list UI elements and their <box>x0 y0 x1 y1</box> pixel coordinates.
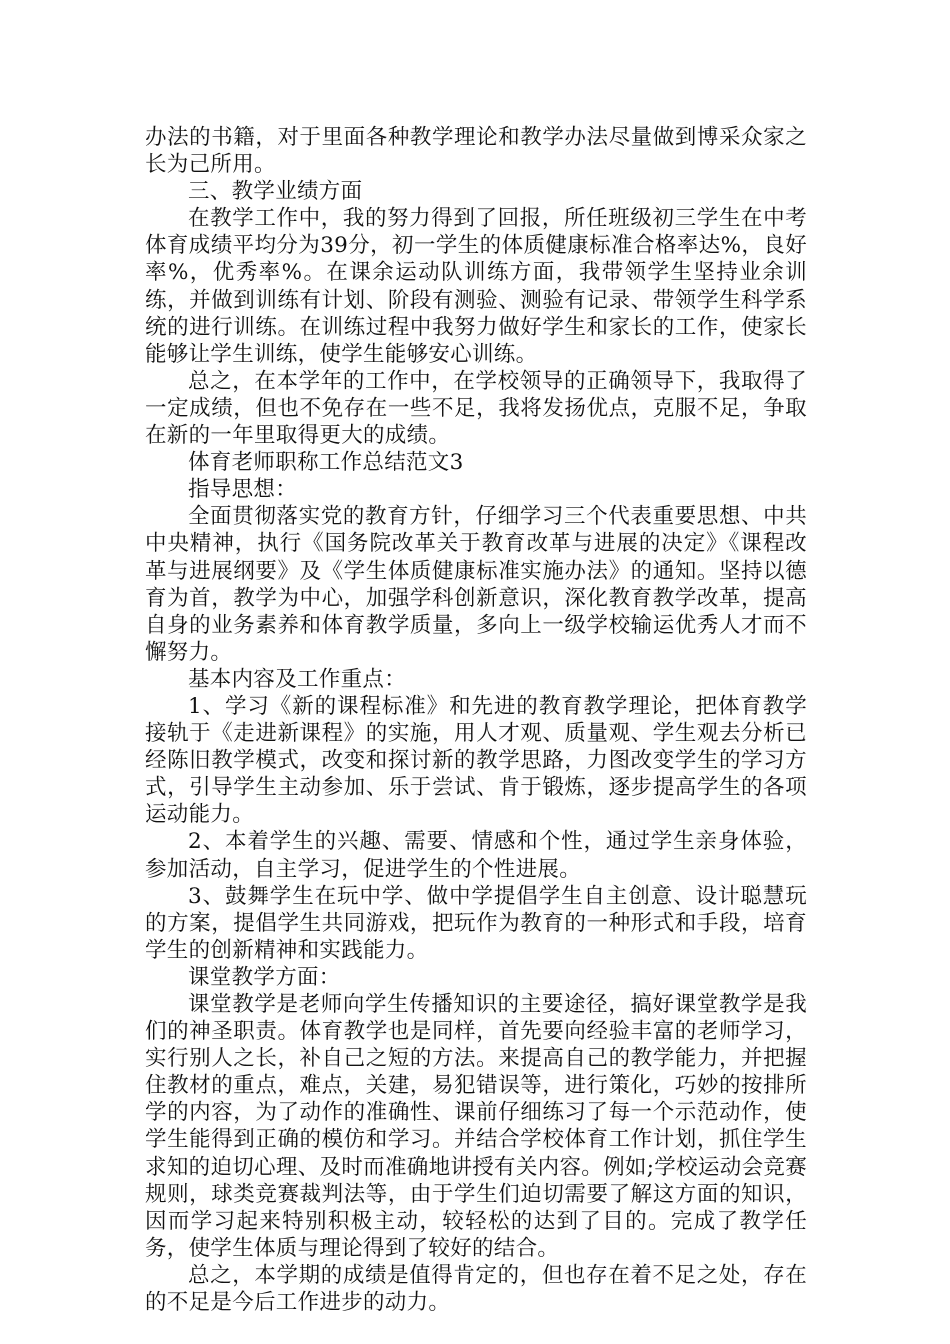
section-heading-teaching-results: 三、教学业绩方面 <box>188 179 363 205</box>
article-title-sample-3: 体育老师职称工作总结范文3 <box>188 450 464 476</box>
paragraph-classroom-teaching: 课堂教学是老师向学生传播知识的主要途径，搞好课堂教学是我们的神圣职责。体育教学也是同样，首先要向经验丰富的老师学习，实行别人之长，补自己之短的方法。来提高自己的教学能力，并把握住教材的重点，难点，关建，易犯错误等，进行策化，巧妙的按排所学的内容，为了动作的准确性、课前仔细练习了每一个示范动作，使学生能得到正确的模仿和学习。并结合学校体育工作计划，抓住学生求知的迫切心理、及时而准确地讲授有关内容。例如;学校运动会竞赛规则，球类竞赛裁判法等，由于学生们迫切需要了解这方面的知识，因而学习起来特别积极主动，较轻松的达到了目的。完成了教学任务，使学生体质与理论得到了较好的结合。 <box>145 992 807 1261</box>
paragraph-guiding-ideology: 全面贯彻落实党的教育方针，仔细学习三个代表重要思想、中共中央精神，执行《国务院改革关于教育改革与进展的决定》《课程改革与进展纲要》及《学生体质健康标准实施办法》的通知。坚持以德育为首，教学为中心，加强学科创新意识，深化教育教学改革，提高自身的业务素养和体育教学质量，多向上一级学校输运优秀人才而不懈努力。 <box>145 504 807 665</box>
paragraph-summary-year: 总之，在本学年的工作中，在学校领导的正确领导下，我取得了一定成绩，但也不免存在一些不足，我将发扬优点，克服不足，争取在新的一年里取得更大的成绩。 <box>145 368 807 449</box>
section-heading-basic-content: 基本内容及工作重点： <box>188 666 407 692</box>
paragraph-summary-semester: 总之，本学期的成绩是值得肯定的，但也存在着不足之处，存在的不足是今后工作进步的动力。 <box>145 1262 807 1316</box>
paragraph-teaching-results: 在教学工作中，我的努力得到了回报，所任班级初三学生在中考体育成绩平均分为39分，初一学生的体质健康标准合格率达%，良好率%，优秀率%。在课余运动队训练方面，我带领学生坚持业余训练，并做到训练有计划、阶段有测验、测验有记录、带领学生科学系统的进行训练。在训练过程中我努力做好学生和家长的工作，使家长能够让学生训练，使学生能够安心训练。 <box>145 206 807 367</box>
list-item-2: 2、本着学生的兴趣、需要、情感和个性，通过学生亲身体验，参加活动，自主学习，促进学生的个性进展。 <box>145 829 807 882</box>
section-heading-classroom-teaching: 课堂教学方面： <box>188 964 341 990</box>
document-body <box>145 124 807 1316</box>
paragraph-continuation: 办法的书籍，对于里面各种教学理论和教学办法尽量做到博采众家之长为己所用。 <box>145 125 807 178</box>
section-heading-guiding-ideology: 指导思想： <box>188 477 298 503</box>
list-item-3: 3、鼓舞学生在玩中学、做中学提倡学生自主创意、设计聪慧玩的方案，提倡学生共同游戏，把玩作为教育的一种形式和手段，培育学生的创新精神和实践能力。 <box>145 883 807 963</box>
list-item-1: 1、学习《新的课程标准》和先进的教育教学理论，把体育教学接轨于《走进新课程》的实施，用人才观、质量观、学生观去分析已经陈旧教学模式，改变和探讨新的教学思路，力图改变学生的学习方式，引导学生主动参加、乐于尝试、肯于锻炼，逐步提高学生的各项运动能力。 <box>145 693 807 828</box>
